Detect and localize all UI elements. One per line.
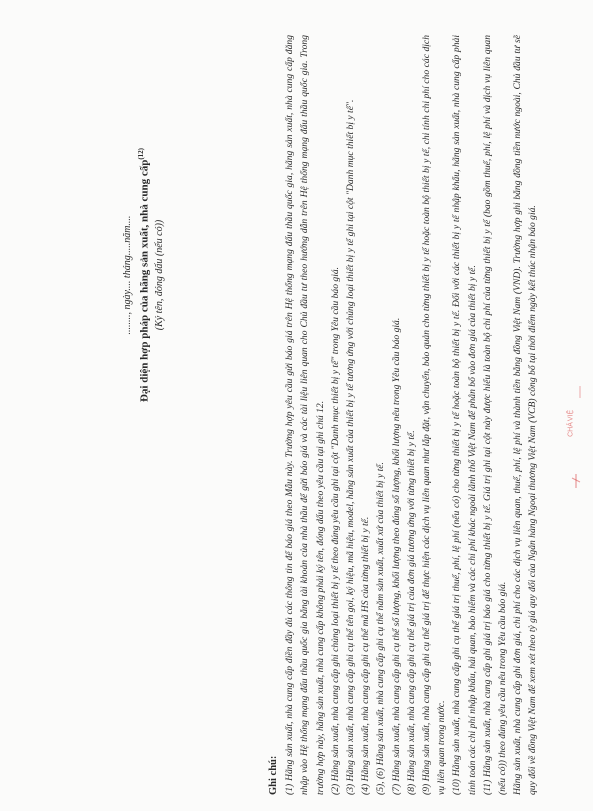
signature-title-footnote: (12) [137, 147, 145, 160]
stamp-text-line2: CHÁ [567, 422, 575, 437]
stamp-marks [556, 378, 586, 498]
note-item: (8) Hãng sản xuất, nhà cung cấp ghi cụ thể giá trị của đơn giá tương ứng với từng thiết bị y tế. [405, 430, 417, 795]
note-item: (5), (6) Hãng sản xuất, nhà cung cấp ghi cụ thể năm sản xuất, xuất xứ của thiết bị y tế. [375, 462, 387, 795]
note-item: (11) Hãng sản xuất, nhà cung cấp ghi giá trị báo giá cho từng thiết bị y tế. Giá trị ghi tại cột này được hiểu là toàn bộ chi phí của từng thiết bị y tế (bao gồm thuế, phí, lệ phí và dịch vụ liên quan (nếu có)) theo đúng yêu cầu nêu trong Yêu cầu báo giá. [481, 35, 509, 795]
notes-heading: Ghi chú: [268, 755, 279, 795]
note-item: (2) Hãng sản xuất, nhà cung cấp ghi chủng loại thiết bị y tế theo đúng yêu cầu ghi tại cột "Danh mục thiết bị y tế" trong Yêu cầu báo giá. [329, 266, 341, 795]
signature-title [137, 55, 151, 495]
red-stamp-fragment [556, 378, 586, 498]
signature-title-text: Đại diện hợp pháp của hãng sản xuất, nhà cung cấp [138, 159, 151, 403]
note-item: (9) Hãng sản xuất, nhà cung cấp ghi cụ thể giá trị để thực hiện các dịch vụ liên quan như lắp đặt, vận chuyển, bảo quản cho từng thiết bị y tế hoặc toàn bộ thiết bị y tế, chi tính chi phí cho các dịch vụ liên quan trong nước. [421, 35, 448, 795]
note-item: (1) Hãng sản xuất, nhà cung cấp điền đầy đủ các thông tin để báo giá theo Mẫu này. Trường hợp yêu cầu gửi báo giá trên Hệ thống mạng đấu thầu quốc gia, hãng sản xuất, nhà cung cấp đăng nhập vào Hệ thống mạng đấu thầu quốc gia bằng tài khoản của nhà thầu để gửi báo giá và các tài liệu liên quan cho Chủ đầu tư theo hướng dẫn trên Hệ thống mạng đấu thầu quốc gia. Trong trường hợp này, hãng sản xuất, nhà cung cấp không phải ký tên, đóng dấu theo yêu cầu tại ghi chú 12. [284, 35, 326, 795]
signature-date-line: ........, ngày.... tháng.....năm.... [122, 215, 133, 335]
note-item: (10) Hãng sản xuất, nhà cung cấp ghi cụ thể giá trị thuế, phí, lệ phí (nếu có) cho từng thiết bị y tế hoặc toàn bộ thiết bị y tế. Đối với các thiết bị y tế nhập khẩu, hãng sản xuất, nhà cung cấp phải tính toán các chi phí nhập khẩu, hải quan, bảo hiểm và các chi phí khác ngoài lãnh thổ Việt Nam để phân bổ vào đơn giá của thiết bị y tế. [451, 35, 478, 795]
signature-block [122, 55, 165, 495]
note-item: (7) Hãng sản xuất, nhà cung cấp ghi cụ thể số lượng, khối lượng theo đúng số lượng, khối lượng nêu trong Yêu cầu báo giá. [390, 317, 402, 795]
note-item: Hãng sản xuất, nhà cung cấp ghi đơn giá, chi phí cho các dịch vụ liên quan, thuế, phí, lệ phí và thành tiền bằng đồng Việt Nam (VND). Trường hợp ghi bằng đồng tiền nước ngoài, Chủ đầu tư sẽ quy đổi về đồng Việt Nam để xem xét theo tỷ giá quy đổi của Ngân hàng Ngoại thương Việt Nam (VCB) công bố tại thời điểm ngày kết thúc nhận báo giá. [512, 35, 539, 795]
note-item: (4) Hãng sản xuất, nhà cung cấp ghi cụ thể mã HS của từng thiết bị y tế. [360, 516, 372, 795]
rotated-content [118, 35, 588, 795]
notes-section [266, 35, 541, 795]
stamp-text-line1: VIỆ [567, 409, 575, 422]
signature-subtitle: (Ký tên, đóng dấu (nếu có)) [153, 219, 165, 331]
note-item: (3) Hãng sản xuất, nhà cung cấp ghi cụ thể tên gọi, ký hiệu, mã hiệu, model, hãng sản xuất của thiết bị y tế tương ứng với chủng loại thiết bị y tế ghi tại cột "Danh mục thiết bị y tế". [345, 99, 357, 795]
